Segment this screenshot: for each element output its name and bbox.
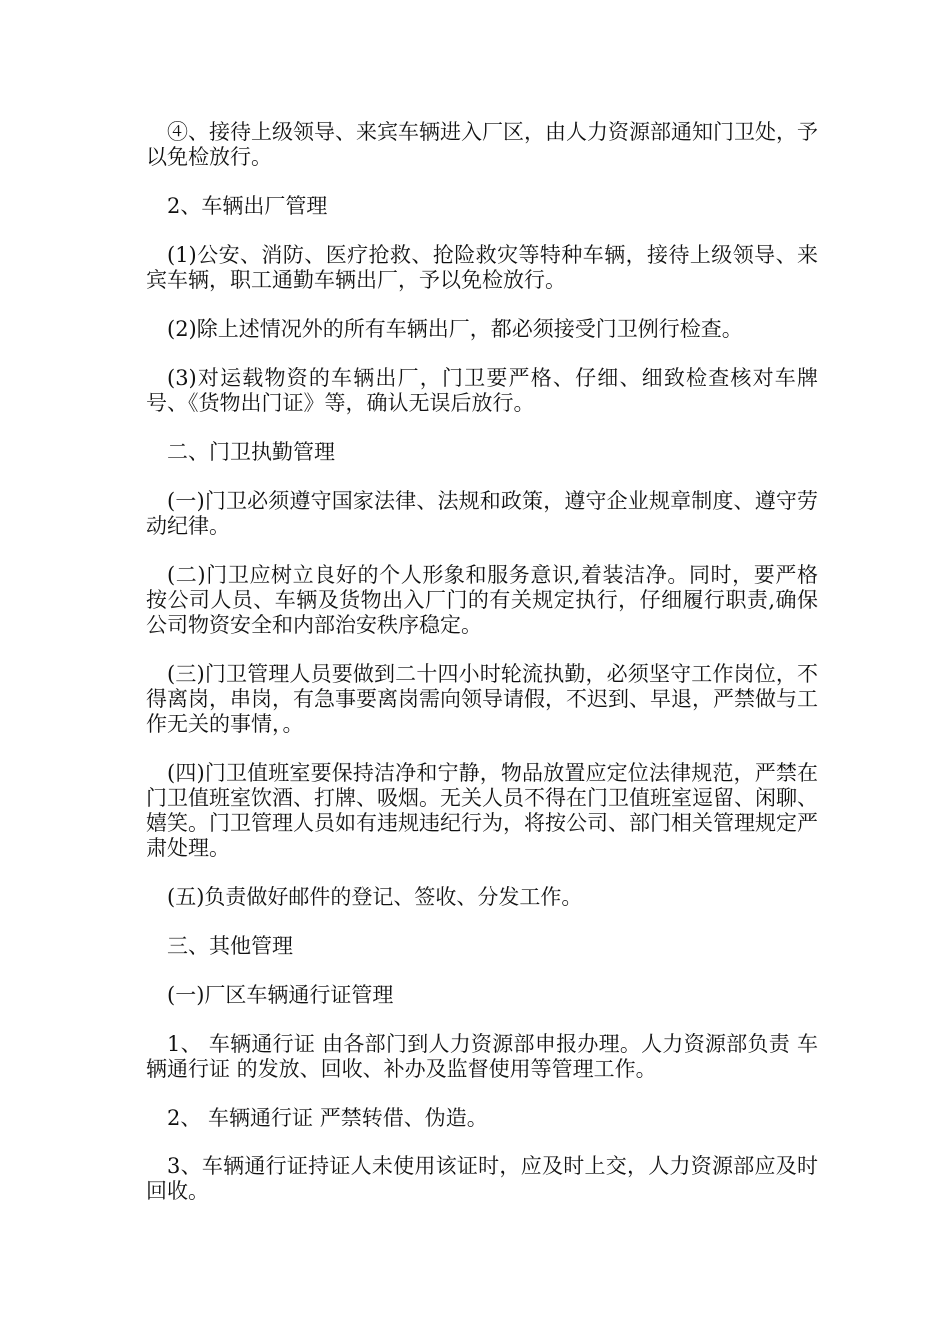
heading-guard-duty-management: 二、门卫执勤管理	[167, 440, 335, 464]
paragraph-mail-handling: (五)负责做好邮件的登记、签收、分发工作。	[167, 885, 583, 909]
paragraph-vehicle-entry-exemption: ④、接待上级领导、来宾车辆进入厂区，由人力资源部通知门卫处，予以免检放行。	[146, 120, 818, 169]
heading-vehicle-exit-management: 2、车辆出厂管理	[167, 194, 328, 218]
document-body	[146, 120, 818, 1228]
heading-vehicle-pass-management: (一)厂区车辆通行证管理	[167, 983, 394, 1007]
paragraph-cargo-vehicle-check: (3)对运载物资的车辆出厂，门卫要严格、仔细、细致检查核对车牌号、《货物出门证》等，确认无误后放行。	[146, 366, 818, 415]
paragraph-pass-return: 3、车辆通行证持证人未使用该证时，应及时上交，人力资源部应及时回收。	[146, 1154, 818, 1203]
paragraph-duty-room-rules: (四)门卫值班室要保持洁净和宁静，物品放置应定位法律规范，严禁在门卫值班室饮酒、打牌、吸烟。无关人员不得在门卫值班室逗留、闲聊、嬉笑。门卫管理人员如有违规违纪行为，将按公司、部门相关管理规定严肃处理。	[146, 761, 818, 860]
paragraph-pass-application: 1、 车辆通行证 由各部门到人力资源部申报办理。人力资源部负责 车辆通行证 的发放、回收、补办及监督使用等管理工作。	[146, 1032, 818, 1081]
paragraph-routine-inspection: (2)除上述情况外的所有车辆出厂，都必须接受门卫例行检查。	[167, 317, 743, 341]
paragraph-special-vehicle-exit: (1)公安、消防、医疗抢救、抢险救灾等特种车辆，接待上级领导、来宾车辆，职工通勤车辆出厂，予以免检放行。	[146, 243, 818, 292]
paragraph-pass-no-lending: 2、 车辆通行证 严禁转借、伪造。	[167, 1106, 488, 1130]
paragraph-guard-image-service: (二)门卫应树立良好的个人形象和服务意识,着装洁净。同时，要严格按公司人员、车辆及货物出入厂门的有关规定执行，仔细履行职责,确保公司物资安全和内部治安秩序稳定。	[146, 563, 818, 637]
paragraph-guard-24h-duty: (三)门卫管理人员要做到二十四小时轮流执勤，必须坚守工作岗位，不得离岗，串岗，有急事要离岗需向领导请假，不迟到、早退，严禁做与工作无关的事情，。	[146, 662, 818, 736]
heading-other-management: 三、其他管理	[167, 934, 293, 958]
paragraph-guard-law-compliance: (一)门卫必须遵守国家法律、法规和政策，遵守企业规章制度、遵守劳动纪律。	[146, 489, 818, 538]
